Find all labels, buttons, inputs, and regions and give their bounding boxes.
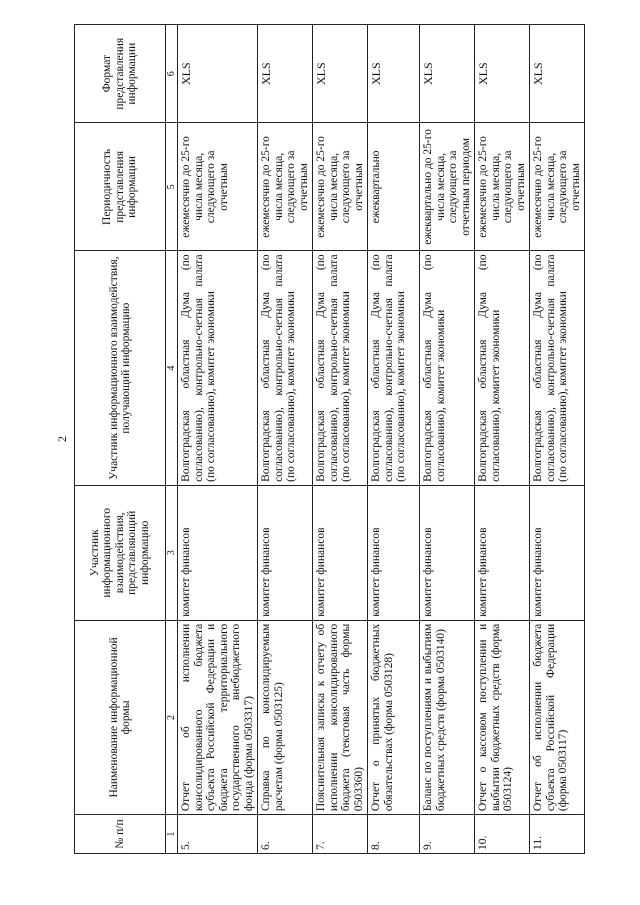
column-number: 4 bbox=[166, 251, 178, 485]
provider: комитет финансов bbox=[313, 485, 368, 620]
row-number: 10. bbox=[475, 815, 530, 854]
form-name: Отчет о кассовом поступлении и выбытии бюджетных средств (форма 0503124) bbox=[475, 620, 530, 814]
provider: комитет финансов bbox=[258, 485, 313, 620]
column-number: 1 bbox=[166, 815, 178, 854]
header-periodicity: Периодичность представления информации bbox=[75, 123, 166, 251]
header-number: № п/п bbox=[75, 815, 166, 854]
table-row bbox=[475, 25, 530, 854]
provider: комитет финансов bbox=[178, 485, 258, 620]
row-number: 8. bbox=[368, 815, 420, 854]
recipient: Волгоградская областная Дума (по согласованию), комитет экономики bbox=[420, 251, 475, 485]
form-name: Отчет об исполнении бюджета субъекта Российской Федерации (форма 0503117) bbox=[530, 620, 585, 814]
form-name: Баланс по поступлениям и выбытиям бюджетных средств (форма 0503140) bbox=[420, 620, 475, 814]
column-number-row bbox=[166, 25, 178, 854]
format: XLS bbox=[475, 25, 530, 123]
page-number: 2 bbox=[55, 436, 69, 442]
table-row bbox=[368, 25, 420, 854]
format: XLS bbox=[178, 25, 258, 123]
recipient: Волгоградская областная Дума (по согласованию), контрольно-счетная палата (по согласованию), комитет экономики bbox=[258, 251, 313, 485]
recipient: Волгоградская областная Дума (по согласованию), контрольно-счетная палата (по согласованию), комитет экономики bbox=[368, 251, 420, 485]
format: XLS bbox=[258, 25, 313, 123]
table-row bbox=[530, 25, 585, 854]
form-name: Справка по консолидируемым расчетам (форма 0503125) bbox=[258, 620, 313, 814]
header-form-name: Наименование информационной формы bbox=[75, 620, 166, 814]
format: XLS bbox=[368, 25, 420, 123]
provider: комитет финансов bbox=[475, 485, 530, 620]
table-header-row bbox=[75, 25, 166, 854]
table-row bbox=[178, 25, 258, 854]
rotated-content bbox=[52, 24, 622, 854]
format: XLS bbox=[313, 25, 368, 123]
format: XLS bbox=[530, 25, 585, 123]
header-provider: Участник информационного взаимодействия, представляющий информацию bbox=[75, 485, 166, 620]
table-row bbox=[313, 25, 368, 854]
row-number: 5. bbox=[178, 815, 258, 854]
table-row bbox=[258, 25, 313, 854]
column-number: 3 bbox=[166, 485, 178, 620]
header-format: Формат представления информации bbox=[75, 25, 166, 123]
provider: комитет финансов bbox=[530, 485, 585, 620]
recipient: Волгоградская областная Дума (по согласованию), контрольно-счетная палата (по согласованию), комитет экономики bbox=[178, 251, 258, 485]
periodicity: ежемесячно до 25-го числа месяца, следующего за отчетным bbox=[313, 123, 368, 251]
form-name: Отчет о принятых бюджетных обязательствах (форма 0503128) bbox=[368, 620, 420, 814]
periodicity: ежемесячно до 25-го числа месяца, следующего за отчетным bbox=[475, 123, 530, 251]
column-number: 6 bbox=[166, 25, 178, 123]
recipient: Волгоградская областная Дума (по согласованию), контрольно-счетная палата (по согласованию), комитет экономики bbox=[530, 251, 585, 485]
column-number: 5 bbox=[166, 123, 178, 251]
row-number: 7. bbox=[313, 815, 368, 854]
periodicity: ежеквартально до 25-го числа месяца, следующего за отчетным периодом bbox=[420, 123, 475, 251]
format: XLS bbox=[420, 25, 475, 123]
row-number: 6. bbox=[258, 815, 313, 854]
periodicity: ежемесячно до 25-го числа месяца, следующего за отчетным bbox=[178, 123, 258, 251]
provider: комитет финансов bbox=[368, 485, 420, 620]
periodicity: ежемесячно до 25-го числа месяца, следующего за отчетным bbox=[530, 123, 585, 251]
form-name: Пояснительная записка к отчету об исполнении консолидированного бюджета (текстовая часть формы 0503360) bbox=[313, 620, 368, 814]
provider: комитет финансов bbox=[420, 485, 475, 620]
header-recipient: Участник информационного взаимодействия, получающий информацию bbox=[75, 251, 166, 485]
info-forms-table bbox=[74, 24, 585, 854]
recipient: Волгоградская областная Дума (по согласованию), комитет экономики bbox=[475, 251, 530, 485]
table-row bbox=[420, 25, 475, 854]
row-number: 9. bbox=[420, 815, 475, 854]
row-number: 11. bbox=[530, 815, 585, 854]
periodicity: ежеквартально bbox=[368, 123, 420, 251]
periodicity: ежемесячно до 25-го числа месяца, следующего за отчетным bbox=[258, 123, 313, 251]
form-name: Отчет об исполнении консолидированного бюджета субъекта Российской Федерации и бюджета территориального государственного внебюджетного фонда (форма 0503317) bbox=[178, 620, 258, 814]
recipient: Волгоградская областная Дума (по согласованию), контрольно-счетная палата (по согласованию), комитет экономики bbox=[313, 251, 368, 485]
column-number: 2 bbox=[166, 620, 178, 814]
